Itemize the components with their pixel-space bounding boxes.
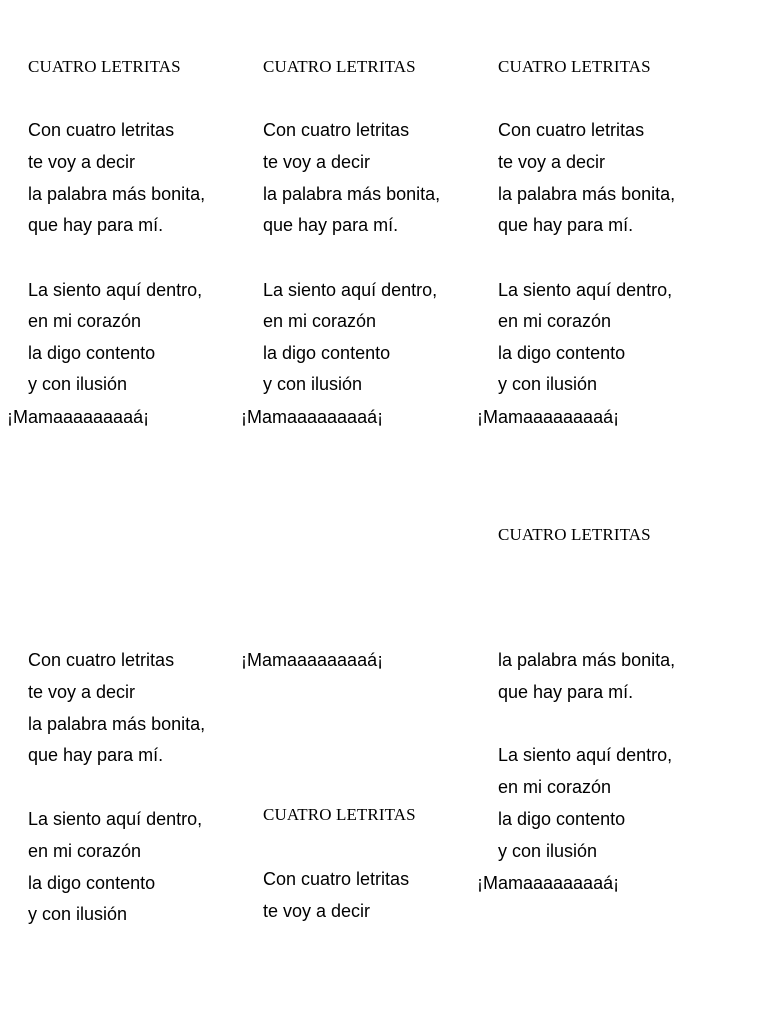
poem-line: te voy a decir xyxy=(28,152,136,172)
poem-line: La siento aquí dentro, xyxy=(263,280,438,300)
poem-line: te voy a decir xyxy=(498,152,606,172)
poem-line: la palabra más bonita, xyxy=(28,184,206,204)
poem-line: te voy a decir xyxy=(263,152,371,172)
poem-line: Con cuatro letritas xyxy=(28,120,175,140)
poem-closing: ¡Mamaaaaaaaaá¡ xyxy=(7,407,150,427)
poem-line: la digo contento xyxy=(28,343,156,363)
poem-line: y con ilusión xyxy=(498,374,598,394)
poem-line: la palabra más bonita, xyxy=(28,714,206,734)
poem-line: La siento aquí dentro, xyxy=(498,280,673,300)
poem-line: te voy a decir xyxy=(263,901,371,921)
poem-line: la palabra más bonita, xyxy=(498,650,676,670)
poem-line: te voy a decir xyxy=(28,682,136,702)
poem-line: la digo contento xyxy=(263,343,391,363)
poem-line: la digo contento xyxy=(498,343,626,363)
poem-line: la digo contento xyxy=(28,873,156,893)
poem-line: que hay para mí. xyxy=(28,745,164,765)
poem-line: que hay para mí. xyxy=(28,215,164,235)
poem-line: La siento aquí dentro, xyxy=(28,809,203,829)
poem-closing: ¡Mamaaaaaaaaá¡ xyxy=(477,407,620,427)
poem-line: en mi corazón xyxy=(498,311,612,331)
poem-line: y con ilusión xyxy=(28,904,128,924)
poem-line: Con cuatro letritas xyxy=(263,120,410,140)
poem-line: y con ilusión xyxy=(263,374,363,394)
poem-title: CUATRO LETRITAS xyxy=(498,57,651,76)
poem-title: CUATRO LETRITAS xyxy=(263,805,416,824)
poem-line: que hay para mí. xyxy=(498,215,634,235)
poem-line: la digo contento xyxy=(498,809,626,829)
poem-line: la palabra más bonita, xyxy=(498,184,676,204)
poem-line: en mi corazón xyxy=(263,311,377,331)
poem-line: en mi corazón xyxy=(28,841,142,861)
poem-line: y con ilusión xyxy=(28,374,128,394)
poem-closing: ¡Mamaaaaaaaaá¡ xyxy=(241,650,384,670)
poem-line: la palabra más bonita, xyxy=(263,184,441,204)
poem-line: Con cuatro letritas xyxy=(263,869,410,889)
poem-line: La siento aquí dentro, xyxy=(498,745,673,765)
poem-line: Con cuatro letritas xyxy=(28,650,175,670)
poem-line: en mi corazón xyxy=(28,311,142,331)
poem-line: La siento aquí dentro, xyxy=(28,280,203,300)
poem-line: Con cuatro letritas xyxy=(498,120,645,140)
poem-line: en mi corazón xyxy=(498,777,612,797)
poem-title: CUATRO LETRITAS xyxy=(263,57,416,76)
poem-line: y con ilusión xyxy=(498,841,598,861)
poem-closing: ¡Mamaaaaaaaaá¡ xyxy=(241,407,384,427)
poem-title: CUATRO LETRITAS xyxy=(28,57,181,76)
poem-closing: ¡Mamaaaaaaaaá¡ xyxy=(477,873,620,893)
poem-line: que hay para mí. xyxy=(263,215,399,235)
poem-title: CUATRO LETRITAS xyxy=(498,525,651,544)
poem-line: que hay para mí. xyxy=(498,682,634,702)
